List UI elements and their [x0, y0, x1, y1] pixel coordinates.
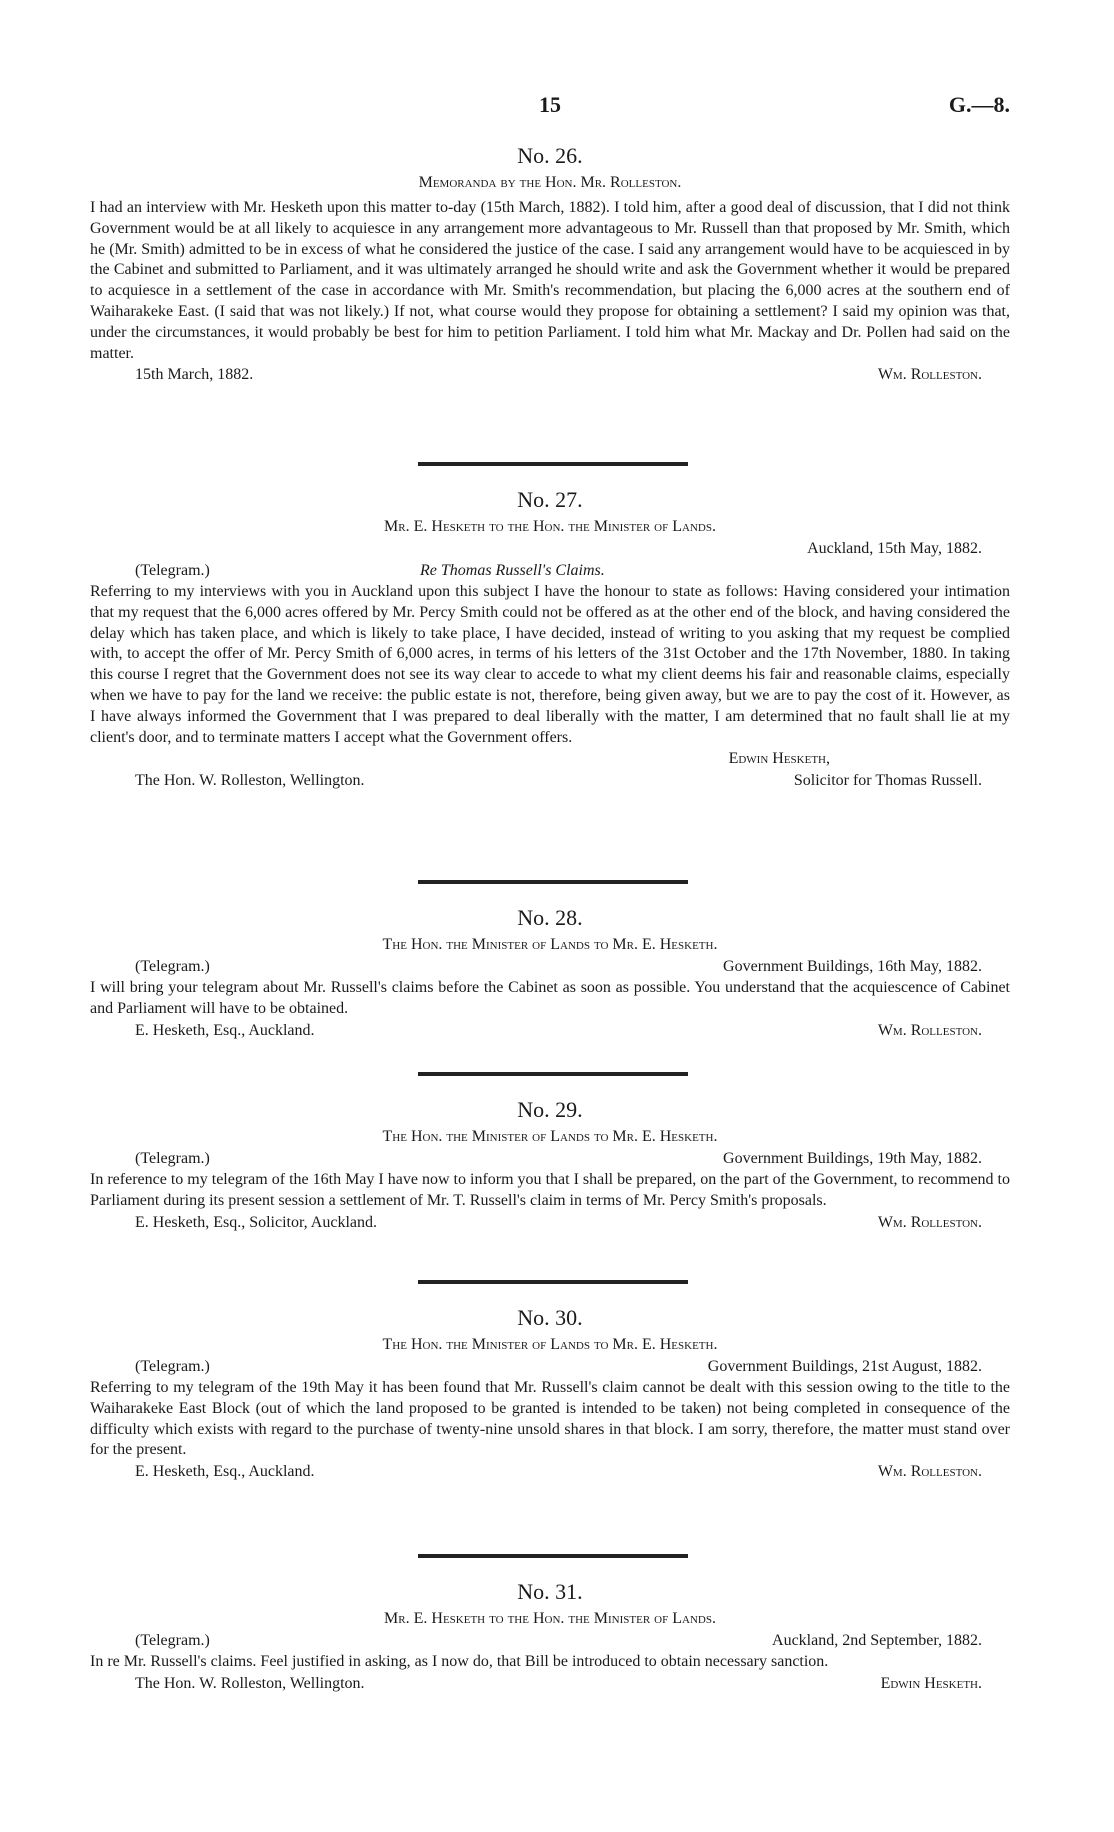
section-body: I will bring your telegram about Mr. Russell's claims before the Cabinet as soon as possible. You understand that the acquiescence of Cabinet and Parliament will have to be obtained. — [90, 979, 1010, 1017]
divider-rule — [418, 1554, 688, 1558]
section-30 — [90, 1304, 1010, 1483]
signature: Wm. Rolleston. — [877, 1213, 982, 1231]
page-number: 15 — [539, 92, 561, 117]
signature: Wm. Rolleston. — [877, 1021, 982, 1039]
section-28 — [90, 904, 1010, 1042]
place-date: Auckland, 2nd September, 1882. — [772, 1632, 982, 1649]
closing-row — [90, 364, 1010, 386]
subject-line: Re Thomas Russell's Claims. — [420, 562, 605, 579]
telegram-row — [90, 1148, 1010, 1170]
section-date: 15th March, 1882. — [135, 366, 254, 384]
section-31 — [90, 1578, 1010, 1695]
addressee: The Hon. W. Rolleston, Wellington. — [135, 1674, 365, 1692]
closing-row — [90, 1020, 1010, 1042]
addressee: E. Hesketh, Esq., Auckland. — [135, 1463, 315, 1481]
page-header — [90, 92, 1010, 122]
section-title: Mr. E. Hesketh to the Hon. the Minister of Lands. — [384, 518, 716, 535]
closing-row — [90, 1673, 1010, 1695]
section-29 — [90, 1096, 1010, 1234]
section-body: In reference to my telegram of the 16th May I have now to inform you that I shall be prepared, on the part of the Government, to recommend to Parliament during its present session a settlement of Mr. T. Russell's claim in terms of Mr. Percy Smith's proposals. — [90, 1171, 1010, 1209]
section-title: The Hon. the Minister of Lands to Mr. E. Hesketh. — [382, 1336, 718, 1353]
divider-rule — [418, 1280, 688, 1284]
section-27 — [90, 486, 1010, 792]
divider-rule — [418, 462, 688, 466]
addressee-row — [90, 770, 1010, 792]
telegram-row — [90, 560, 1010, 582]
telegram-label: (Telegram.) — [135, 958, 210, 975]
place-date-row — [90, 538, 1010, 560]
telegram-label: (Telegram.) — [135, 1632, 210, 1649]
telegram-row — [90, 1630, 1010, 1652]
section-number: No. 26. — [517, 143, 583, 168]
signature: Wm. Rolleston. — [877, 366, 982, 384]
telegram-label: (Telegram.) — [135, 1150, 210, 1167]
signature-row — [90, 748, 1010, 770]
telegram-label: (Telegram.) — [135, 562, 210, 579]
telegram-row — [90, 1356, 1010, 1378]
divider-rule — [418, 880, 688, 884]
section-title: Mr. E. Hesketh to the Hon. the Minister of Lands. — [384, 1610, 716, 1627]
document-reference: G.—8. — [948, 92, 1010, 117]
signature: Edwin Hesketh, — [728, 750, 830, 768]
telegram-row — [90, 956, 1010, 978]
section-title: The Hon. the Minister of Lands to Mr. E. Hesketh. — [382, 1128, 718, 1145]
section-body: Referring to my telegram of the 19th May it has been found that Mr. Russell's claim cannot be dealt with this session owing to the title to the Waiharakeke East Block (out of which the land proposed to be granted is intended to be taken) not being completed in consequence of the difficulty which exists with regard to the purchase of twenty-nine unsold shares in that block. I am sorry, therefore, the matter must stand over for the present. — [90, 1379, 1010, 1459]
section-number: No. 27. — [517, 487, 583, 512]
closing-row — [90, 1461, 1010, 1483]
place-date: Government Buildings, 21st August, 1882. — [707, 1358, 982, 1375]
section-body: In re Mr. Russell's claims. Feel justified in asking, as I now do, that Bill be introduced to obtain necessary sanction. — [90, 1653, 829, 1670]
place-date: Government Buildings, 19th May, 1882. — [723, 1150, 982, 1167]
section-number: No. 31. — [517, 1579, 583, 1604]
section-body: Referring to my interviews with you in Auckland upon this subject I have the honour to state as follows: Having considered your intimation that my request that the 6,000 acres offered by Mr. Percy Smith could not be offered as at the other end of the block, and having considered the delay which has taken place, and which is likely to take place, I have decided, instead of writing to you asking that my request be complied with, to accept the offer of Mr. Percy Smith of 6,000 acres, in terms of his letters of the 31st October and the 17th November, 1880. In taking this course I regret that the Government does not see its way clear to accede to what my client deems his fair and reasonable claims, especially when we have to pay for the land we receive: the public estate is not, therefore, being given away, but we are to pay the cost of it. However, as I have always informed the Government that I was prepared to deal liberally with the matter, I am determined that no fault shall lie at my client's door, and to terminate matters I accept what the Government offers. — [90, 583, 1010, 746]
section-body: I had an interview with Mr. Hesketh upon this matter to-day (15th March, 1882). I told him, after a good deal of discussion, that I did not think Government would be at all likely to acquiesce in any arrangement more advantageous to Mr. Russell than that proposed by Mr. Smith, which he (Mr. Smith) admitted to be in excess of what he considered the justice of the case. I said any arrangement would have to be acquiesced in by the Cabinet and submitted to Parliament, and it was ultimately arranged he should write and ask the Government whether it would be prepared to acquiesce in a settlement of the case in accordance with Mr. Smith's recommendation, but placing the 6,000 acres at the southern end of Waiharakeke East. (I said that was not likely.) If not, what course would they propose for obtaining a settlement? I said my opinion was that, under the circumstances, it would probably be best for him to petition Parliament. I told him what Mr. Mackay and Dr. Pollen had said on the matter. — [90, 199, 1010, 362]
telegram-label: (Telegram.) — [135, 1358, 210, 1375]
place-date: Government Buildings, 16th May, 1882. — [723, 958, 982, 975]
place-date: Auckland, 15th May, 1882. — [807, 540, 982, 557]
section-26 — [90, 142, 1010, 386]
section-title: Memoranda by the Hon. Mr. Rolleston. — [418, 174, 682, 191]
divider-rule — [418, 1072, 688, 1076]
closing-row — [90, 1212, 1010, 1234]
section-number: No. 30. — [517, 1305, 583, 1330]
section-title: The Hon. the Minister of Lands to Mr. E. Hesketh. — [382, 936, 718, 953]
signature: Edwin Hesketh. — [880, 1674, 982, 1692]
signature-title: Solicitor for Thomas Russell. — [793, 772, 982, 790]
addressee: E. Hesketh, Esq., Solicitor, Auckland. — [135, 1213, 377, 1231]
section-number: No. 28. — [517, 905, 583, 930]
addressee: The Hon. W. Rolleston, Wellington. — [135, 772, 365, 790]
section-number: No. 29. — [517, 1097, 583, 1122]
addressee: E. Hesketh, Esq., Auckland. — [135, 1021, 315, 1039]
signature: Wm. Rolleston. — [877, 1463, 982, 1481]
